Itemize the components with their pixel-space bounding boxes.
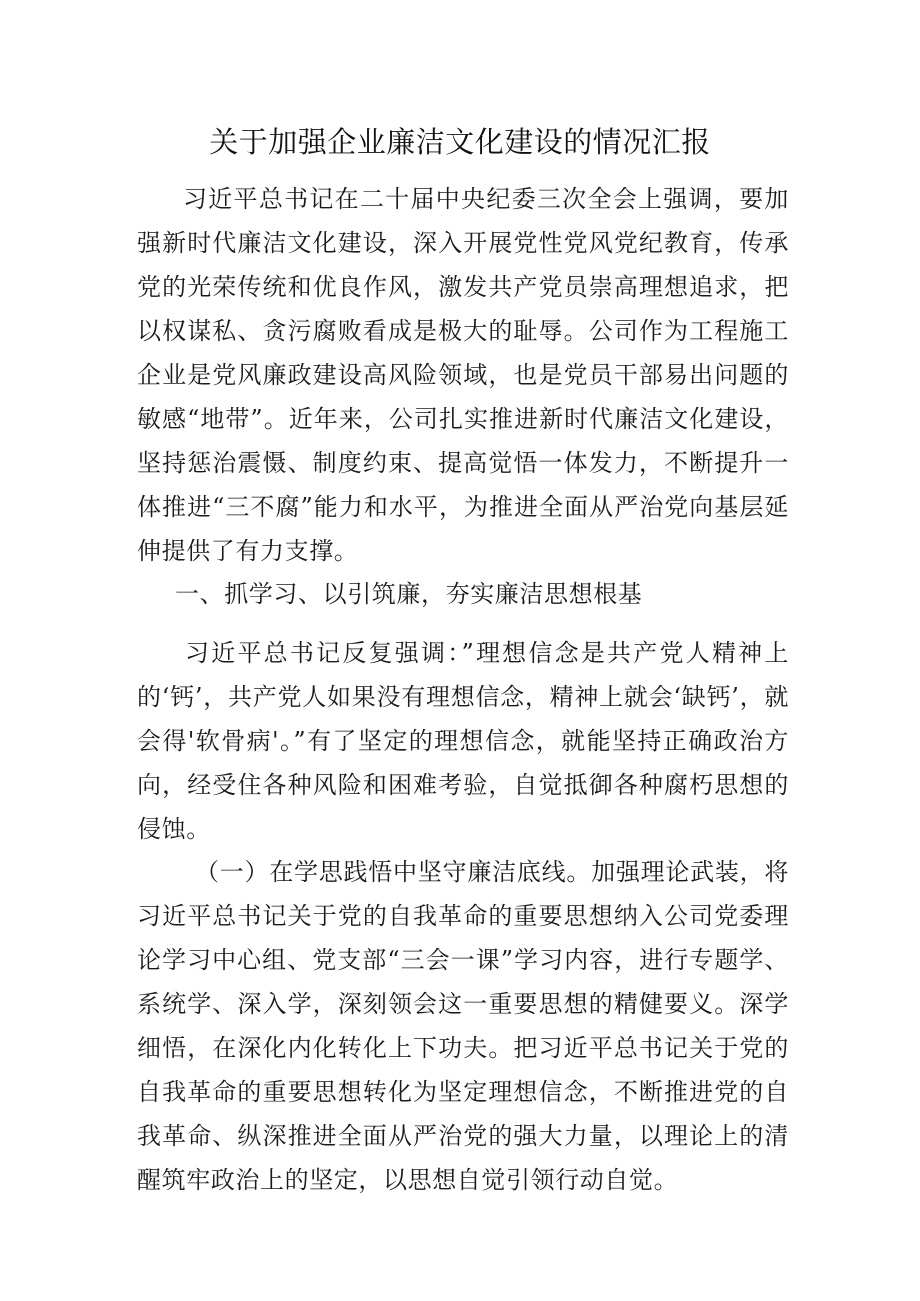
section-heading: 一、抓学习、以引筑廉，夯实廉洁思想根基 (175, 580, 643, 608)
section-paragraph: 习近平总书记反复强调：”理想信念是共产党人精神上的‘钙’，共产党人如果没有理想信念，精神上就会‘缺钙’，就会得'软骨病'。”有了坚定的理想信念，就能坚持正确政治方向，经受住各种风险和困难考验，自觉抵御各种腐朽思想的侵蚀。 (137, 639, 789, 843)
intro-paragraph: 习近平总书记在二十届中央纪委三次全会上强调，要加强新时代廉洁文化建设，深入开展党性党风党纪教育，传承党的光荣传统和优良作风，激发共产党员崇高理想追求，把以权谋私、贪污腐败看成是极大的耻辱。公司作为工程施工企业是党风廉政建设高风险领域，也是党员干部易出问题的敏感“地带”。近年来，公司扎实推进新时代廉洁文化建设，坚持惩治震慑、制度约束、提高觉悟一体发力，不断提升一体推进“三不腐”能力和水平，为推进全面从严治党向基层延伸提供了有力支撑。 (137, 185, 789, 565)
subsection-paragraph: （一）在学思践悟中坚守廉洁底线。加强理论武装，将习近平总书记关于党的自我革命的重要思想纳入公司党委理论学习中心组、党支部“三会一课”学习内容，进行专题学、系统学、深入学，深刻领会这一重要思想的精健要义。深学细悟，在深化内化转化上下功夫。把习近平总书记关于党的自我革命的重要思想转化为坚定理想信念，不断推进党的自我革命、纵深推进全面从严治党的强大力量，以理论上的清醒筑牢政治上的坚定，以思想自觉引领行动自觉。 (137, 858, 789, 1194)
document-title: 关于加强企业廉洁文化建设的情况汇报 (209, 125, 711, 159)
